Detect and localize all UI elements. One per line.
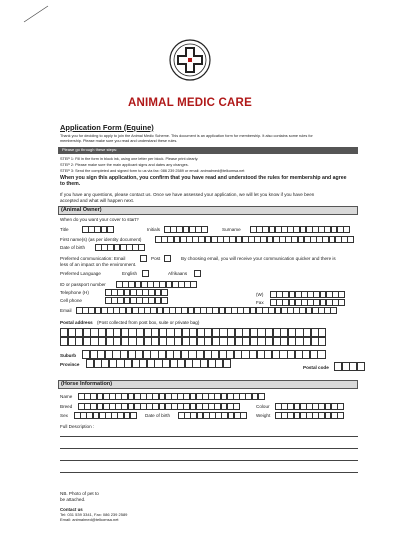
- title-boxes[interactable]: [82, 226, 113, 233]
- contact-heading: Contact us: [60, 507, 83, 512]
- contact-email: Email: animalmed@telkomsa.net: [60, 517, 119, 522]
- steps-bar-label: Please go through these steps:: [62, 147, 118, 152]
- margin-pen-stroke: [22, 4, 50, 24]
- province-boxes[interactable]: [86, 359, 230, 368]
- suburb-label: Suburb: [60, 353, 77, 358]
- horse-dob-label: Date of birth: [145, 413, 171, 418]
- agreement-text-2: to them.: [60, 181, 81, 187]
- surname-boxes[interactable]: [250, 226, 349, 233]
- agreement-text-1: When you sign this application, you confirm that you have read and understood the rules for membership and agree: [60, 175, 347, 181]
- tel-w-label: (W): [256, 292, 264, 297]
- breed-boxes[interactable]: [78, 403, 239, 410]
- email-checkbox[interactable]: [140, 255, 147, 262]
- colour-label: Colour: [256, 404, 270, 409]
- postal-address-label: Postal address: [60, 320, 93, 325]
- owner-section-bar: [58, 206, 358, 215]
- dob-label: Date of birth: [60, 245, 86, 250]
- email-note-2: less of an impact on the environment.: [60, 262, 137, 267]
- horse-dob-boxes[interactable]: [178, 412, 246, 419]
- english-label: English: [122, 271, 138, 276]
- pref-lang-label: Preferred Language: [60, 271, 101, 276]
- dob-boxes[interactable]: [95, 244, 145, 251]
- colour-boxes[interactable]: [275, 403, 343, 410]
- company-title: ANIMAL MEDIC CARE: [128, 97, 252, 109]
- initials-boxes[interactable]: [164, 226, 207, 233]
- photo-note-1: NB. Photo of pet to: [60, 491, 99, 496]
- intro-text-2: membership. Please make sure you read and understand these rules.: [60, 139, 178, 143]
- tel-w-boxes[interactable]: [270, 291, 344, 298]
- contact-tel: Tel: 031 539 3341, Fax: 086 239 2589: [60, 512, 128, 517]
- horse-name-label: Name: [60, 394, 73, 399]
- step-1: STEP 1: Fill in the form in block ink, using one letter per block. Please print clearly.: [60, 157, 199, 161]
- questions-text-2: accepted and what will happen next.: [60, 198, 135, 203]
- id-label: ID or passport number: [60, 282, 106, 287]
- postal-code-boxes[interactable]: [334, 362, 364, 371]
- post-checkbox[interactable]: [164, 255, 171, 262]
- postal-code-label: Postal code: [303, 365, 329, 370]
- form-heading: Application Form (Equine): [60, 123, 154, 132]
- weight-label: Weight: [256, 413, 271, 418]
- fax-boxes[interactable]: [270, 299, 344, 306]
- id-boxes[interactable]: [116, 281, 197, 288]
- animal-medic-logo: [168, 38, 212, 82]
- email-note-1: By choosing email, you will receive your communication quicker and there is: [181, 256, 336, 261]
- description-line-3[interactable]: [60, 460, 358, 461]
- afrikaans-checkbox[interactable]: [194, 270, 201, 277]
- surname-label: Surname: [222, 227, 241, 232]
- post-label: Post: [151, 256, 161, 261]
- afrikaans-label: Afrikaans: [168, 271, 188, 276]
- title-label: Title: [60, 227, 69, 232]
- tel-h-label: Telephone (H): [60, 290, 89, 295]
- tel-h-boxes[interactable]: [105, 289, 167, 296]
- description-line-2[interactable]: [60, 448, 358, 449]
- cover-question: When do you want your cover to start?: [60, 217, 139, 222]
- description-label: Full Description :: [60, 424, 95, 429]
- suburb-boxes[interactable]: [82, 350, 325, 359]
- cell-label: Cell phone: [60, 298, 82, 303]
- initials-label: Initials: [147, 227, 161, 232]
- first-names-label: First name(s) (as per identity document): [60, 237, 142, 242]
- intro-text-1: Thank you for deciding to apply to join the Animal Medic Scheme. This document is an application form for membership. It also contains some rules for: [60, 134, 313, 138]
- breed-label: Breed: [60, 404, 73, 409]
- sex-boxes[interactable]: [74, 412, 136, 419]
- email-label: Email: [60, 308, 72, 313]
- photo-note-2: be attached.: [60, 497, 86, 502]
- description-line-4[interactable]: [60, 472, 358, 473]
- email-boxes[interactable]: [76, 307, 337, 314]
- cell-boxes[interactable]: [105, 297, 167, 304]
- postal-address-row-1[interactable]: [60, 328, 326, 337]
- step-2: STEP 2: Please make sure the main applicant signs and dates any changes.: [60, 163, 189, 167]
- step-3: STEP 3: Send the completed and signed form to us via fax: 086 239 2589 or email: animalmed@telkomsa.net: [60, 169, 245, 173]
- weight-boxes[interactable]: [275, 412, 343, 419]
- owner-section-title: (Animal Owner): [61, 207, 102, 213]
- first-names-boxes[interactable]: [155, 236, 354, 243]
- pref-comm-label: Preferred communication: Email: [60, 256, 126, 261]
- sex-label: Sex: [60, 413, 68, 418]
- province-label: Province: [60, 362, 80, 367]
- questions-text-1: If you have any questions, please contact us. Once we have assessed your application, we will let you know if you have been: [60, 192, 315, 197]
- horse-section-title: (Horse Information): [61, 381, 113, 387]
- postal-address-row-2[interactable]: [60, 337, 326, 346]
- english-checkbox[interactable]: [142, 270, 149, 277]
- fax-label: Fax: [256, 300, 264, 305]
- horse-name-boxes[interactable]: [78, 393, 264, 400]
- description-line-1[interactable]: [60, 436, 358, 437]
- postal-address-note: (Post collected from post box, suite or private bag): [97, 320, 200, 325]
